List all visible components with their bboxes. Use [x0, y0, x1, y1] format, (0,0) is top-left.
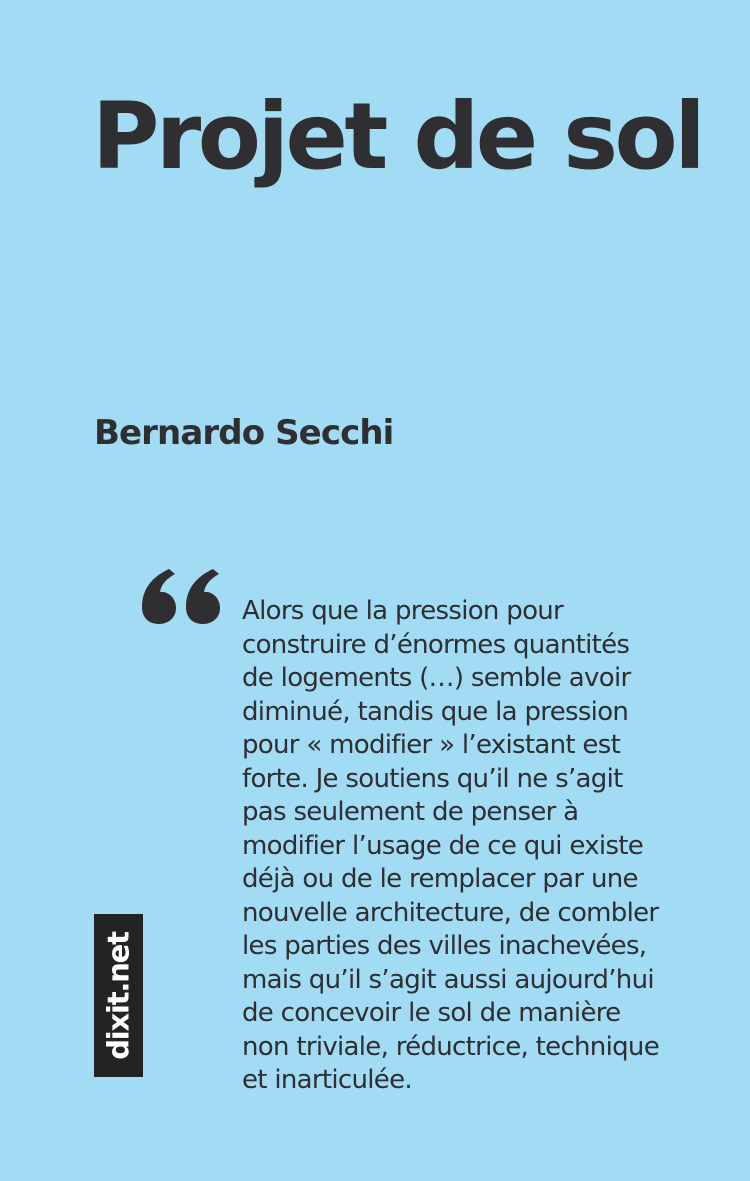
- quote-line: construire d’énormes quantités: [242, 629, 630, 660]
- publisher-name: dixit.net: [101, 931, 135, 1060]
- quote-line: diminué, tandis que la pression: [242, 696, 629, 727]
- publisher-logo: [94, 914, 143, 1077]
- quote-text: [242, 595, 692, 1098]
- quote-line: non triviale, réductrice, technique: [242, 1031, 659, 1062]
- opening-quote-icon: [141, 567, 221, 625]
- book-title: Projet de sol: [92, 83, 703, 190]
- quote-line: pas seulement de penser à: [242, 797, 579, 827]
- quote-line: Alors que la pression pour: [242, 596, 564, 626]
- quote-line: les parties des villes inachevées,: [242, 931, 647, 961]
- quote-line: pour « modifier » l’existant est: [242, 730, 621, 760]
- quote-line: modifier l’usage de ce qui existe: [242, 830, 644, 861]
- quote-line: nouvelle architecture, de combler: [242, 897, 659, 928]
- quote-line: mais qu’il s’agit aussi aujourd’hui: [242, 964, 654, 995]
- quote-line: et inarticulée.: [242, 1065, 412, 1095]
- quote-line: forte. Je soutiens qu’il ne s’agit: [242, 763, 623, 794]
- book-author: Bernardo Secchi: [94, 413, 394, 453]
- quote-line: déjà ou de le remplacer par une: [242, 864, 638, 894]
- quote-line: de logements (…) semble avoir: [242, 663, 631, 693]
- quote-line: de concevoir le sol de manière: [242, 998, 621, 1028]
